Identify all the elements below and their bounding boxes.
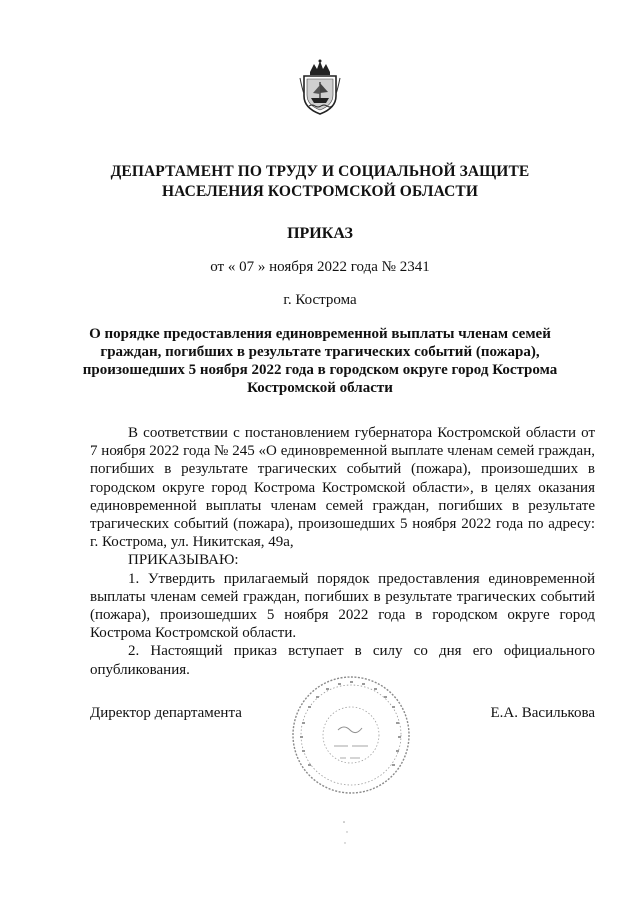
subject-line-1: О порядке предоставления единовременной выплаты членам семей xyxy=(89,326,551,342)
order-item-1: 1. Утвердить прилагаемый порядок предоставления единовременной выплаты членам семей граждан, погибших в результате трагических событий (пожара), произошедших 5 ноября 2022 года в городском округе город Кострома Костромской области. xyxy=(90,570,595,642)
order-item-2: 2. Настоящий приказ вступает в силу со дня его официального опубликования. xyxy=(90,643,595,678)
order-word: ПРИКАЗЫВАЮ: xyxy=(128,552,239,569)
signatory-name: Е.А. Василькова xyxy=(490,705,595,721)
department-line-1: ДЕПАРТАМЕНТ ПО ТРУДУ И СОЦИАЛЬНОЙ ЗАЩИТЕ xyxy=(110,163,530,180)
subject-line-2: граждан, погибших в результате трагических событий (пожара), xyxy=(100,344,540,360)
preamble-paragraph: В соответствии с постановлением губернатора Костромской области от 7 ноября 2022 года № 245 «О единовременной выплате членам семей граждан, погибших в результате трагических событий (пожара), произошедших в городском округе город Кострома Костромской области», в целях оказания единовременной выплаты членам семей граждан, погибших в результате трагических событий (пожара), произошедших 5 ноября 2022 года по адресу: г. Кострома, ул. Никитская, 49а, xyxy=(90,425,595,551)
scan-specks xyxy=(340,818,352,848)
department-line-2: НАСЕЛЕНИЯ КОСТРОМСКОЙ ОБЛАСТИ xyxy=(162,183,478,200)
order-date-number: от « 07 » ноября 2022 года № 2341 xyxy=(210,259,430,275)
department-name xyxy=(60,162,580,202)
issue-city: г. Кострома xyxy=(283,292,357,308)
order-body xyxy=(90,424,595,679)
subject-line-4: Костромской области xyxy=(247,380,393,396)
document-type: ПРИКАЗ xyxy=(287,225,353,242)
official-seal-stamp xyxy=(288,672,414,798)
signatory-position: Директор департамента xyxy=(90,705,242,721)
order-subject xyxy=(70,325,570,397)
coat-of-arms-icon xyxy=(298,58,342,116)
subject-line-3: произошедших 5 ноября 2022 года в городском округе город Кострома xyxy=(82,362,558,378)
